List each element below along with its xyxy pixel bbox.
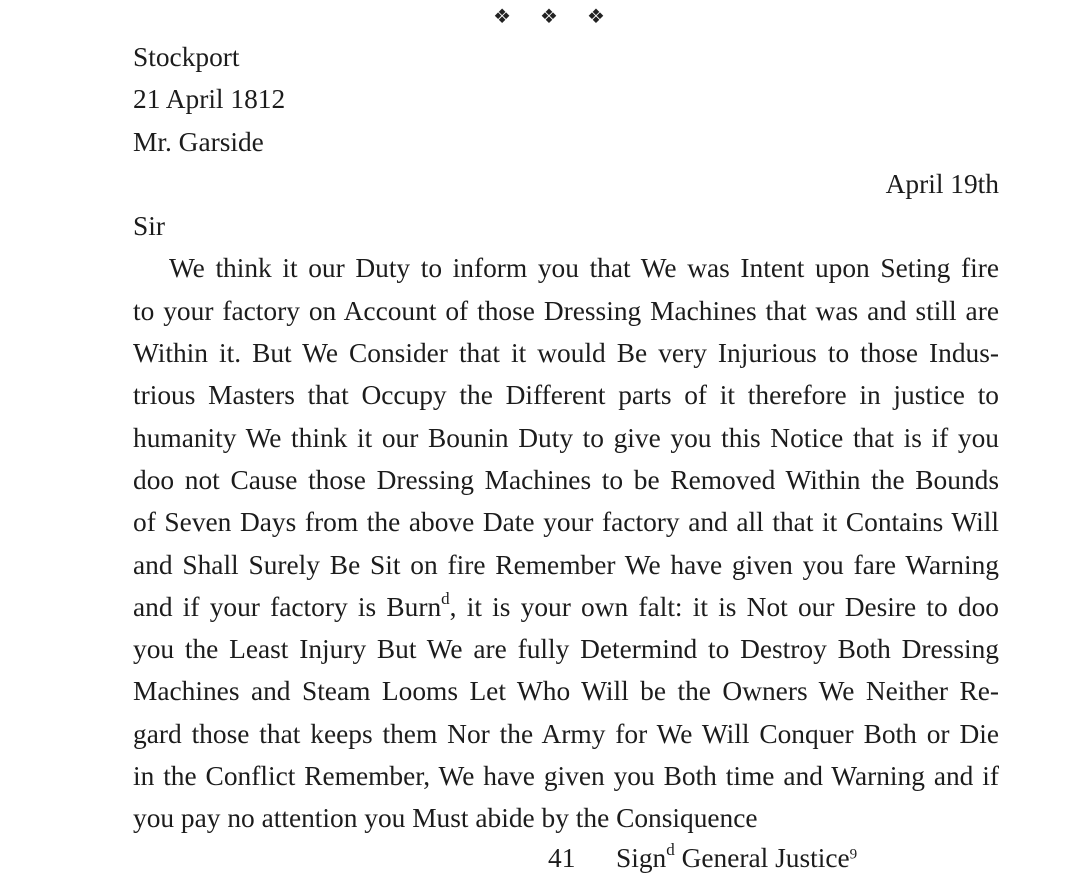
section-ornament xyxy=(0,4,1088,29)
body-line: We think it our Duty to inform you that We was Intent upon Seting fire xyxy=(169,253,999,284)
letter-dateline: April 19th xyxy=(885,168,999,199)
body-line: humanity We think it our Bounin Duty to give you this Notice that is if you xyxy=(133,422,999,453)
body-line: doo not Cause those Dressing Machines to be Removed Within the Bounds xyxy=(133,464,999,495)
letter-addressee: Mr. Garside xyxy=(133,126,264,157)
letter xyxy=(133,36,999,840)
body-text: , it is your own falt: it is Not our Desire to doo xyxy=(449,591,999,622)
body-line: in the Conflict Remember, We have given you Both time and Warning and if xyxy=(133,761,999,792)
body-line: to your factory on Account of those Dressing Machines that was and still are xyxy=(133,295,999,326)
signature-prefix: Sign xyxy=(616,843,667,873)
ornament-icon: ❖ xyxy=(586,6,605,28)
body-line: gard those that keeps them Nor the Army for We Will Conquer Both or Die xyxy=(133,718,999,749)
body-text: and if your factory is Burn xyxy=(133,591,442,622)
signature xyxy=(616,840,858,873)
letter-place: Stockport xyxy=(133,42,240,72)
body-line: trious Masters that Occupy the Different parts of it therefore in justice to xyxy=(133,380,999,411)
signature-name: General Justice xyxy=(681,843,850,873)
page-number: 41 xyxy=(548,843,576,873)
body-line: Machines and Steam Looms Let Who Will be the Owners We Neither Re- xyxy=(133,676,999,707)
body-line xyxy=(133,586,999,628)
body-line: you the Least Injury But We are fully Determind to Destroy Both Dressing xyxy=(133,634,999,665)
body-line: Within it. But We Consider that it would Be very Injurious to those Indus- xyxy=(133,338,999,369)
letter-body xyxy=(133,247,999,839)
letter-date: 21 April 1812 xyxy=(133,84,286,115)
body-line: of Seven Days from the above Date your factory and all that it Contains Will xyxy=(133,507,999,538)
body-line: you pay no attention you Must abide by the Consiquence xyxy=(133,803,758,834)
page-footer xyxy=(548,840,858,874)
superscript: d xyxy=(666,840,675,860)
body-line: and Shall Surely Be Sit on fire Remember We have given you fare Warning xyxy=(133,549,999,580)
ornament-icon: ❖ xyxy=(493,6,512,28)
footnote-reference[interactable]: 9 xyxy=(849,846,858,863)
letter-salutation: Sir xyxy=(133,211,165,242)
ornament-icon: ❖ xyxy=(540,6,558,28)
superscript: d xyxy=(441,588,450,608)
